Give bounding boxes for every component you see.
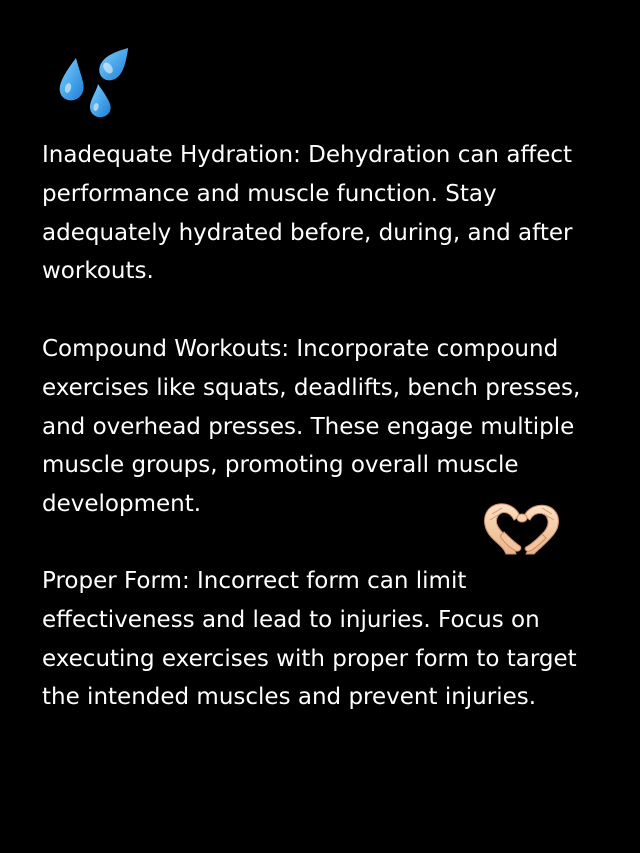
hydration-paragraph: Inadequate Hydration: Dehydration can affect performance and muscle function. Stay adequately hydrated before, during, and after workouts.	[42, 142, 573, 285]
heart-hands-icon	[480, 496, 566, 558]
proper-form-paragraph: Proper Form: Incorrect form can limit effectiveness and lead to injuries. Focus on executing exercises with proper form to target the intended muscles and prevent injuries.	[42, 568, 577, 711]
compound-workouts-paragraph: Compound Workouts: Incorporate compound exercises like squats, deadlifts, bench presses, and overhead presses. These engage multiple muscle groups, promoting overall muscle development.	[42, 336, 581, 518]
sweat-droplets-icon	[54, 44, 134, 120]
